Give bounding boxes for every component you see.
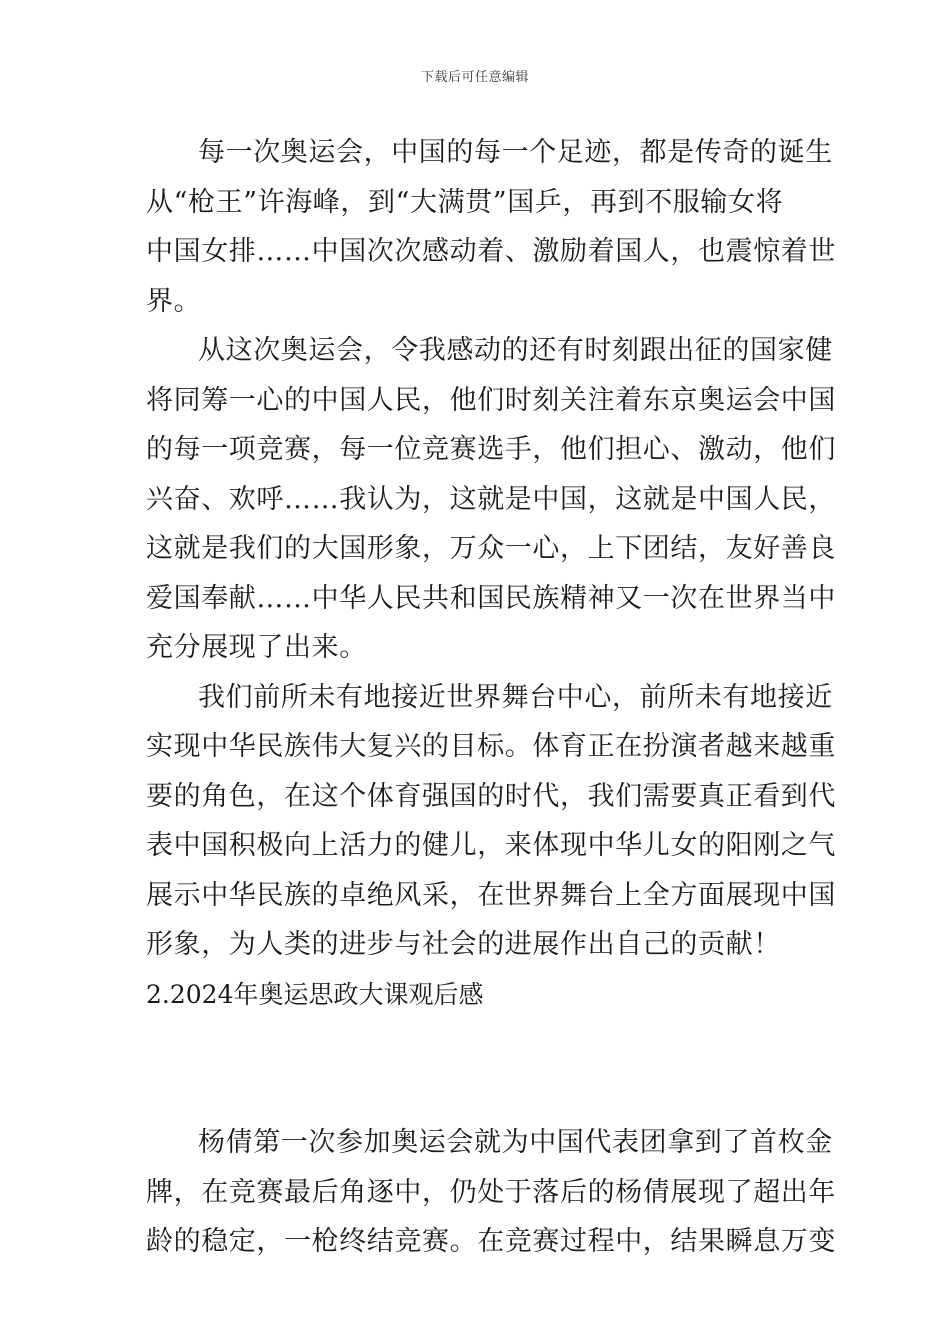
text-line: 充分展现了出来。 [146,632,367,663]
text-line: 要的角色，在这个体育强国的时代，我们需要真正看到代 [146,780,836,812]
text-line: 爱国奉献……中华人民共和国民族精神又一次在世界当中 [146,582,836,614]
paragraph-2 [146,326,836,673]
text-line: 牌，在竞赛最后角逐中，仍处于落后的杨倩展现了超出年 [146,1176,836,1208]
section-heading: 2.2024年奥运思政大课观后感 [146,979,484,1009]
page-header: 下载后可任意编辑 [420,70,529,85]
text-line: 表中国积极向上活力的健儿，来体现中华儿女的阳刚之气 [146,830,836,861]
text-line: 将同筹一心的中国人民，他们时刻关注着东京奥运会中国 [146,384,836,416]
paragraph-1 [146,128,836,326]
text-line: 从这次奥运会，令我感动的还有时刻跟出征的国家健 [198,335,833,366]
text-line: 龄的稳定，一枪终结竞赛。在竞赛过程中，结果瞬息万变 [146,1226,836,1257]
text-line: 展示中华民族的卓绝风采，在世界舞台上全方面展现中国 [146,879,836,911]
text-line: 这就是我们的大国形象，万众一心，上下团结，友好善良 [146,533,836,564]
document-body [146,128,836,1267]
text-line: 界。 [146,285,202,317]
text-line: 我们前所未有地接近世界舞台中心，前所未有地接近 [198,681,833,713]
text-line: 从“枪王”许海峰，到“大满贯”国乒，再到不服输女将 [146,186,784,218]
paragraph-3 [146,673,836,970]
blank-space [146,1019,816,1118]
text-line: 形象，为人类的进步与社会的进展作出自己的贡献！ [146,929,781,960]
paragraph-4 [146,1118,836,1267]
text-line: 中国女排……中国次次感动着、激励着国人，也震惊着世 [146,236,836,267]
text-line: 每一次奥运会，中国的每一个足迹，都是传奇的诞生 [198,137,833,168]
text-line: 兴奋、欢呼……我认为，这就是中国，这就是中国人民， [146,483,836,515]
text-line: 实现中华民族伟大复兴的目标。体育正在扮演者越来越重 [146,731,836,762]
text-line: 的每一项竞赛，每一位竞赛选手，他们担心、激动，他们 [146,434,836,465]
text-line: 杨倩第一次参加奥运会就为中国代表团拿到了首枚金 [198,1127,833,1158]
